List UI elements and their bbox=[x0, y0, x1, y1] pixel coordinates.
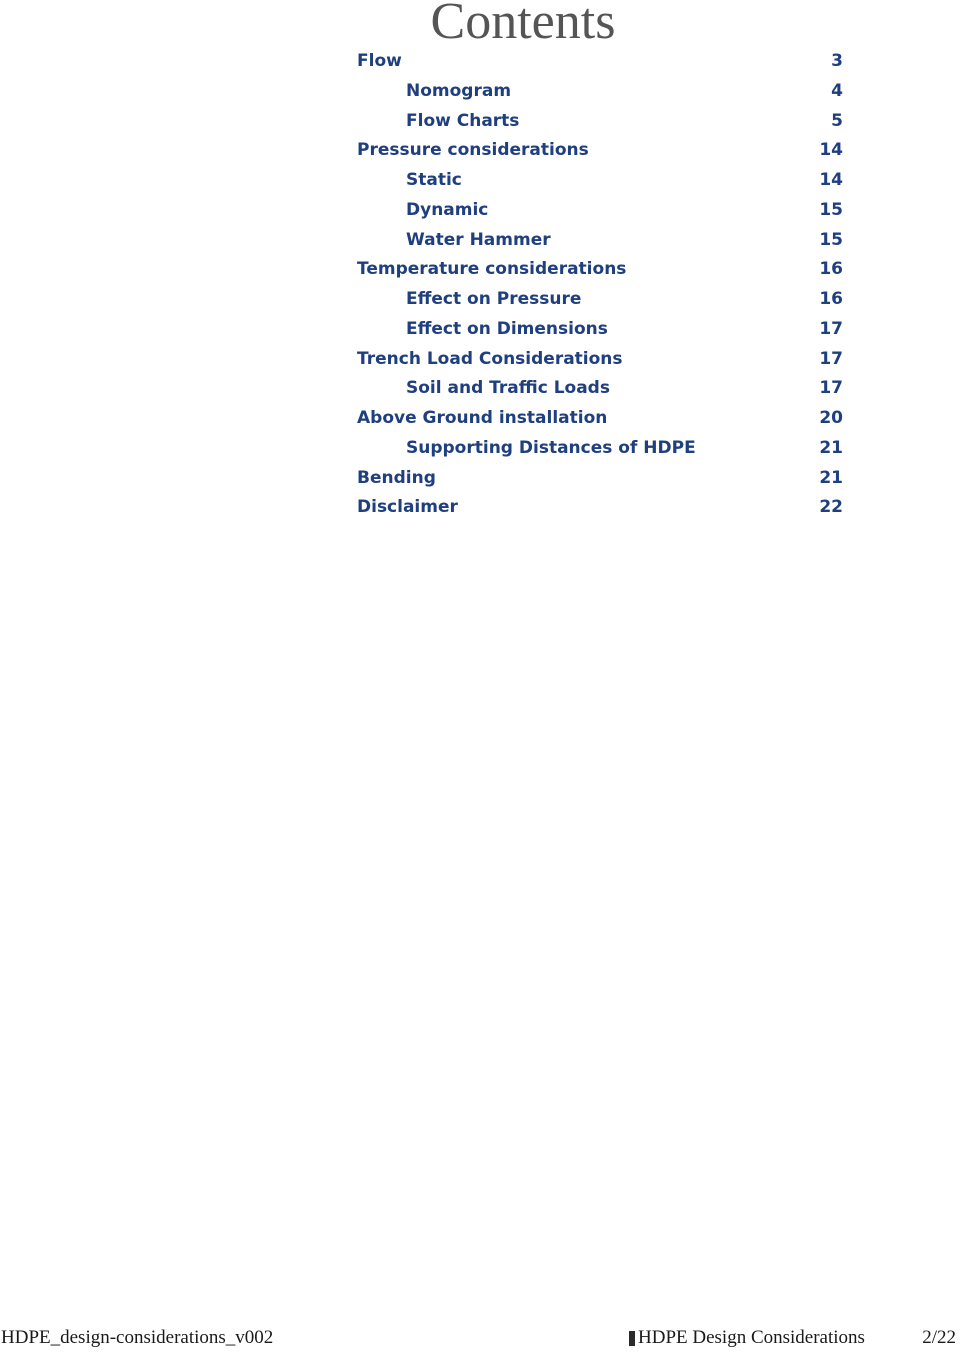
toc-entry-label: Trench Load Considerations bbox=[357, 348, 623, 369]
page-footer bbox=[0, 1323, 960, 1353]
toc-entry-page: 22 bbox=[819, 497, 843, 518]
toc-entry-page: 14 bbox=[819, 140, 843, 161]
toc-entry[interactable] bbox=[357, 374, 843, 404]
toc-entry-page: 20 bbox=[819, 408, 843, 428]
toc-entry-label: Temperature considerations bbox=[357, 259, 627, 280]
toc-entry[interactable] bbox=[357, 196, 843, 226]
toc-entry-page: 16 bbox=[819, 259, 843, 280]
toc-entry-label: Bending bbox=[357, 467, 436, 488]
toc-entry-page: 15 bbox=[819, 199, 843, 220]
page-title: Contents bbox=[430, 0, 616, 50]
toc-entry-page: 14 bbox=[819, 170, 843, 190]
toc-entry-label: Water Hammer bbox=[406, 229, 551, 250]
toc-entry-page: 16 bbox=[819, 289, 843, 309]
toc-entry[interactable] bbox=[357, 315, 843, 345]
footer-page-number: 2/22 bbox=[922, 1327, 956, 1348]
toc-entry[interactable] bbox=[357, 166, 843, 196]
toc-entry-page: 5 bbox=[831, 110, 843, 131]
toc-entry-label: Static bbox=[406, 170, 462, 190]
toc-entry[interactable] bbox=[357, 255, 843, 285]
toc-entry-page: 3 bbox=[831, 51, 843, 71]
toc-entry[interactable] bbox=[357, 464, 843, 494]
toc-entry-label: Disclaimer bbox=[357, 497, 458, 518]
footer-document-title: HDPE Design Considerations bbox=[638, 1327, 865, 1348]
toc-entry-page: 17 bbox=[819, 318, 843, 339]
toc-entry-page: 21 bbox=[819, 437, 843, 458]
toc-entry-label: Above Ground installation bbox=[357, 408, 608, 428]
toc-entry-label: Flow bbox=[357, 51, 402, 71]
toc-entry-page: 17 bbox=[819, 348, 843, 369]
toc-entry[interactable] bbox=[357, 226, 843, 256]
toc-entry-label: Effect on Dimensions bbox=[406, 318, 608, 339]
toc-entry[interactable] bbox=[357, 493, 843, 523]
toc-entry-page: 15 bbox=[819, 229, 843, 250]
toc-entry[interactable] bbox=[357, 77, 843, 107]
toc-entry-label: Flow Charts bbox=[406, 110, 520, 131]
toc-entry[interactable] bbox=[357, 47, 843, 77]
table-of-contents bbox=[357, 47, 843, 523]
toc-entry-page: 17 bbox=[819, 378, 843, 399]
toc-entry[interactable] bbox=[357, 345, 843, 375]
footer-document-id: HDPE_design-considerations_v002 bbox=[1, 1327, 274, 1348]
toc-entry[interactable] bbox=[357, 136, 843, 166]
toc-entry-label: Pressure considerations bbox=[357, 140, 589, 161]
toc-entry-label: Supporting Distances of HDPE bbox=[406, 437, 696, 458]
toc-entry-label: Effect on Pressure bbox=[406, 289, 582, 309]
toc-entry-label: Nomogram bbox=[406, 80, 512, 101]
toc-entry[interactable] bbox=[357, 285, 843, 315]
toc-entry-page: 4 bbox=[831, 80, 843, 101]
toc-entry[interactable] bbox=[357, 434, 843, 464]
toc-entry[interactable] bbox=[357, 107, 843, 137]
toc-entry-label: Dynamic bbox=[406, 199, 489, 220]
toc-entry[interactable] bbox=[357, 404, 843, 434]
toc-entry-label: Soil and Traffic Loads bbox=[406, 378, 610, 399]
footer-marker-bar bbox=[629, 1331, 635, 1346]
toc-entry-page: 21 bbox=[819, 467, 843, 488]
